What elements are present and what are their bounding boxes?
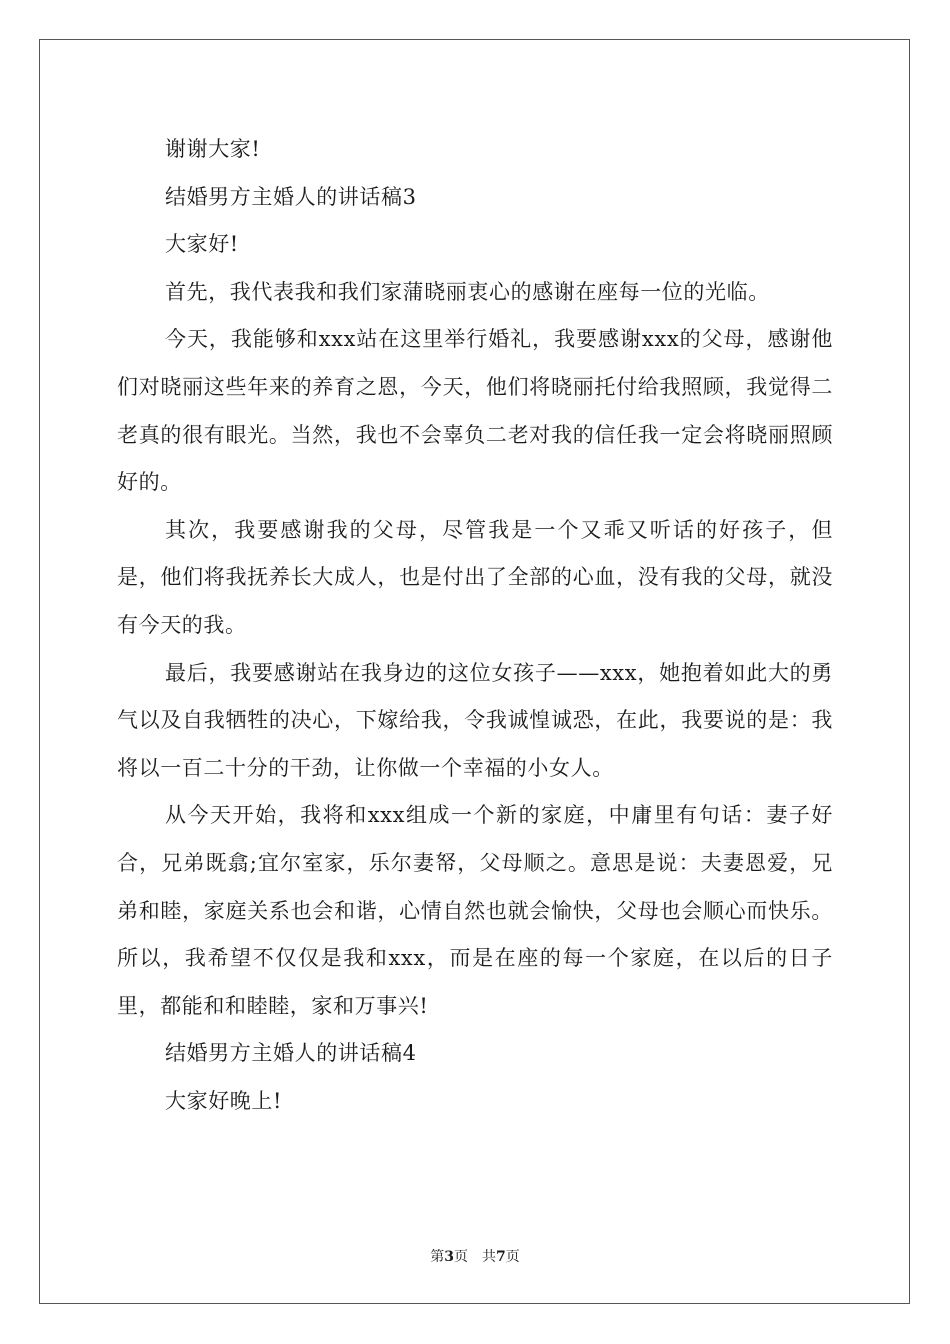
section-heading-3: 结婚男方主婚人的讲话稿3 xyxy=(165,184,417,209)
paragraph-family: 从今天开始，我将和xxx组成一个新的家庭，中庸里有句话：妻子好合，兄弟既翕;宜尔室家，乐尔妻帑，父母顺之。意思是说：夫妻恩爱，兄弟和睦，家庭关系也会和谐，心情自然也就会愉快，父母也会顺心而快乐。所以，我希望不仅仅是我和xxx，而是在座的每一个家庭，在以后的日子里，都能和和睦睦，家和万事兴! xyxy=(117,803,833,1018)
paragraph-thanks: 谢谢大家! xyxy=(165,137,261,161)
footer-page-suffix: 页 xyxy=(454,1249,468,1265)
paragraph-today: 今天，我能够和xxx站在这里举行婚礼，我要感谢xxx的父母，感谢他们对晓丽这些年来的养育之恩，今天，他们将晓丽托付给我照顾，我觉得二老真的很有眼光。当然，我也不会辜负二老对我的信任我一定会将晓丽照顾好的。 xyxy=(117,327,833,495)
footer-page-current: 3 xyxy=(444,1249,454,1265)
paragraph-first: 首先，我代表我和我们家蒲晓丽衷心的感谢在座每一位的光临。 xyxy=(165,279,770,304)
footer-total-suffix: 页 xyxy=(505,1249,520,1265)
footer-page-total: 7 xyxy=(496,1249,506,1265)
paragraph-evening-greeting: 大家好晚上! xyxy=(165,1088,283,1113)
paragraph-last: 最后，我要感谢站在我身边的这位女孩子——xxx，她抱着如此大的勇气以及自我牺牲的决心，下嫁给我，令我诚惶诚恐，在此，我要说的是：我将以一百二十分的干劲，让你做一个幸福的小女人。 xyxy=(117,660,833,780)
footer-total-prefix: 共 xyxy=(482,1249,496,1265)
paragraph-greeting: 大家好! xyxy=(165,232,239,257)
paragraph-second: 其次，我要感谢我的父母，尽管我是一个又乖又听话的好孩子，但是，他们将我抚养长大成人，也是付出了全部的心血，没有我的父母，就没有今天的我。 xyxy=(117,517,833,637)
footer-page-prefix: 第 xyxy=(430,1249,445,1265)
section-heading-4: 结婚男方主婚人的讲话稿4 xyxy=(165,1041,417,1066)
page-footer xyxy=(0,1247,950,1267)
document-body xyxy=(117,126,833,1125)
